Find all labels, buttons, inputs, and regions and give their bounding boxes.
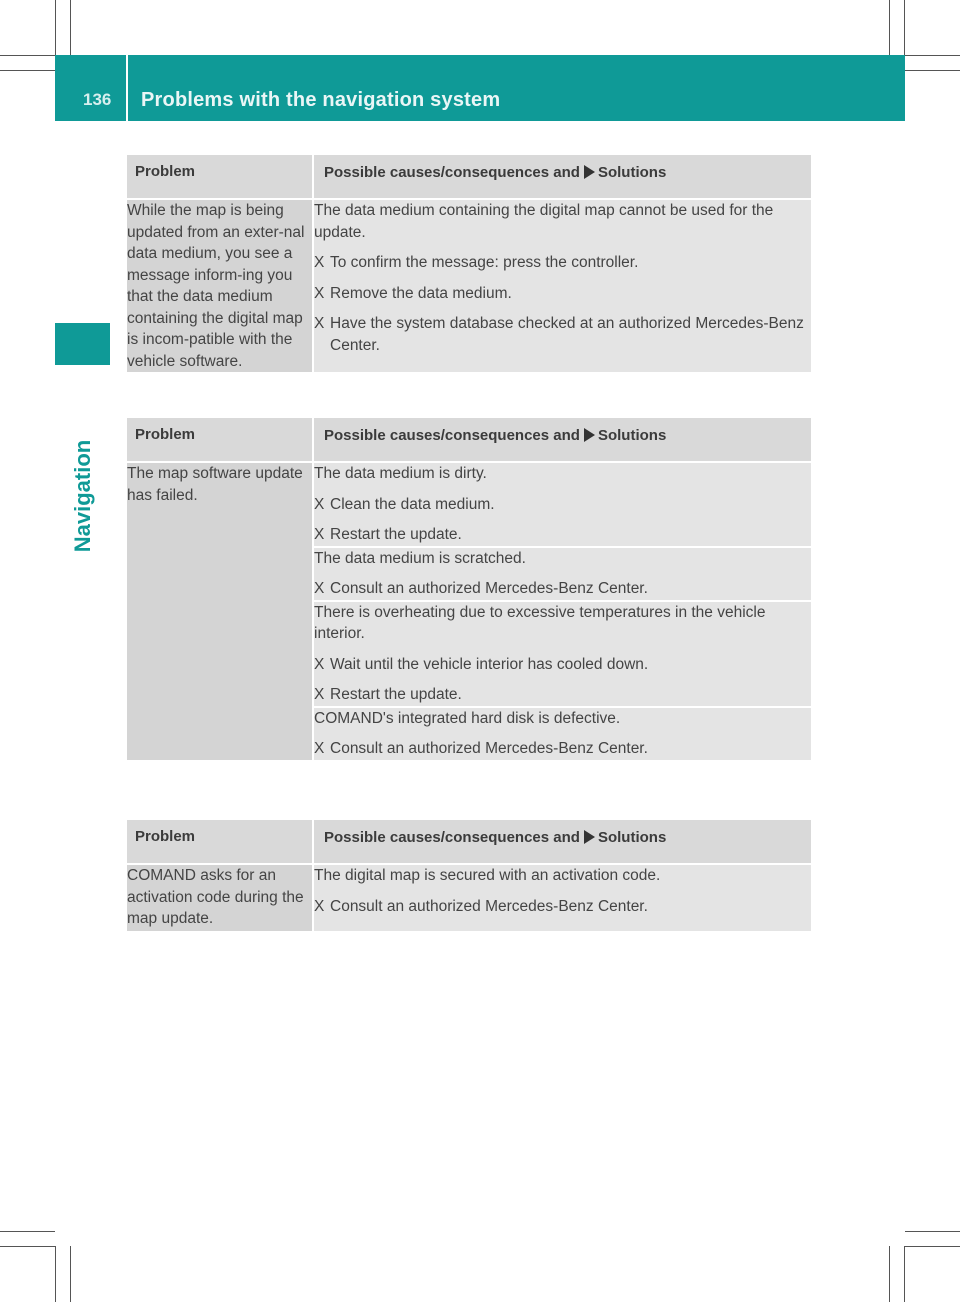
crop-mark	[0, 55, 55, 56]
step-item: X Consult an authorized Mercedes-Benz Center.	[314, 578, 811, 600]
cause-text: The data medium is scratched.	[314, 549, 526, 567]
crop-mark	[905, 70, 960, 71]
step-item: X Wait until the vehicle interior has cooled down.	[314, 654, 811, 676]
step-list	[314, 896, 811, 918]
cause-text: The digital map is secured with an activation code.	[314, 867, 661, 884]
solutions-column-header: Possible causes/consequences and Solutions	[313, 418, 811, 462]
section-tab-label: Navigation	[70, 439, 95, 553]
crop-mark	[904, 1246, 905, 1302]
solutions-column-header: Possible causes/consequences and Solutions	[313, 820, 811, 864]
play-arrow-icon	[584, 165, 595, 179]
cause-cell	[313, 462, 811, 547]
step-item: X Clean the data medium.	[314, 494, 811, 516]
header-divider	[126, 55, 128, 121]
step-list	[314, 578, 811, 600]
play-arrow-icon	[584, 428, 595, 442]
step-list	[314, 252, 811, 356]
page-number: 136	[83, 90, 112, 109]
page-title: Problems with the navigation system	[141, 89, 501, 111]
section-tab-marker	[55, 323, 110, 365]
problem-cell: While the map is being updated from an exter-nal data medium, you see a message inform-ing you that the data medium containing the digital map is incom-patible with the vehicle software.	[127, 199, 313, 372]
problem-column-header: Problem	[127, 155, 313, 199]
cause-text: There is overheating due to excessive temperatures in the vehicle interior.	[314, 603, 766, 642]
crop-mark	[905, 55, 960, 56]
step-arrow-icon: X	[314, 655, 325, 673]
table-header-row	[127, 418, 811, 462]
step-arrow-icon: X	[314, 495, 325, 513]
crop-mark	[70, 1246, 71, 1302]
step-list	[314, 494, 811, 546]
crop-mark	[0, 1246, 55, 1247]
crop-mark	[0, 70, 55, 71]
solutions-column-header: Possible causes/consequences and Solutions	[313, 155, 811, 199]
crop-mark	[70, 0, 71, 55]
crop-mark	[889, 0, 890, 55]
cause-cell	[313, 547, 811, 601]
cause-cell	[313, 601, 811, 707]
step-list	[314, 738, 811, 760]
step-item: X Restart the update.	[314, 524, 811, 546]
step-item: X Have the system database checked at an authorized Mercedes-Benz Center.	[314, 315, 804, 354]
cause-text: The data medium is dirty.	[314, 465, 487, 482]
step-list	[314, 654, 811, 706]
crop-mark	[905, 1246, 960, 1247]
step-item: X Remove the data medium.	[314, 283, 811, 305]
problem-table	[127, 418, 811, 760]
step-arrow-icon: X	[314, 580, 325, 597]
play-arrow-icon	[584, 830, 595, 844]
problem-table	[127, 820, 811, 931]
problem-column-header: Problem	[127, 820, 313, 864]
step-arrow-icon: X	[314, 284, 325, 302]
problem-column-header: Problem	[127, 418, 313, 462]
table-row	[127, 199, 811, 372]
table-row	[127, 864, 811, 931]
crop-mark	[55, 0, 56, 55]
table-row	[127, 462, 811, 547]
table-header-row	[127, 155, 811, 199]
crop-mark	[55, 1246, 56, 1302]
step-arrow-icon: X	[314, 897, 325, 915]
cause-cell	[313, 707, 811, 760]
cause-cell	[313, 199, 811, 372]
crop-mark	[0, 1231, 55, 1232]
step-arrow-icon: X	[314, 315, 325, 332]
step-arrow-icon: X	[314, 686, 325, 703]
crop-mark	[904, 0, 905, 55]
cause-text: COMAND's integrated hard disk is defective.	[314, 709, 621, 727]
cause-text: The data medium containing the digital map cannot be used for the update.	[314, 202, 774, 241]
crop-mark	[889, 1246, 890, 1302]
step-item: X Consult an authorized Mercedes-Benz Center.	[314, 896, 811, 918]
crop-mark	[905, 1231, 960, 1232]
problem-table	[127, 155, 811, 372]
step-item: X To confirm the message: press the controller.	[314, 252, 811, 274]
cause-cell	[313, 864, 811, 931]
step-item: X Restart the update.	[314, 684, 811, 706]
step-arrow-icon: X	[314, 740, 325, 757]
step-arrow-icon: X	[314, 254, 325, 271]
step-item: X Consult an authorized Mercedes-Benz Center.	[314, 738, 811, 760]
step-arrow-icon: X	[314, 526, 325, 543]
table-header-row	[127, 820, 811, 864]
problem-cell: COMAND asks for an activation code during the map update.	[127, 864, 313, 931]
problem-cell: The map software update has failed.	[127, 462, 313, 760]
